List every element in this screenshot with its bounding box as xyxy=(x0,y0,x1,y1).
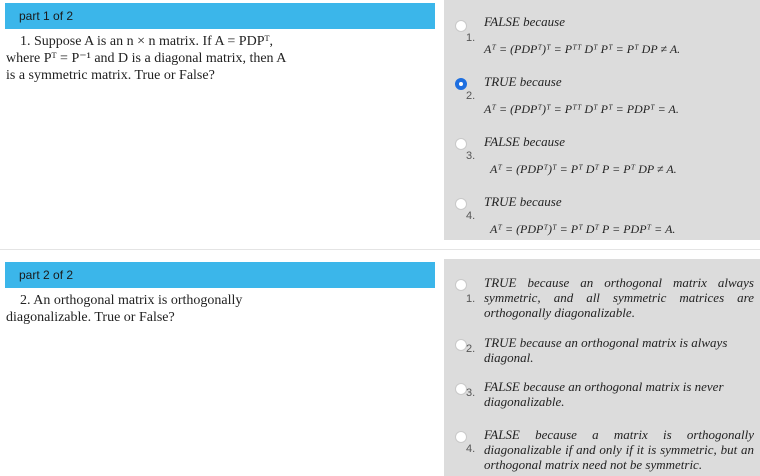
option-number: 1. xyxy=(466,293,476,305)
part-1-option-2[interactable] xyxy=(444,68,760,124)
part-1-option-4[interactable] xyxy=(444,188,760,240)
radio-button[interactable] xyxy=(455,198,467,210)
part-1-header: part 1 of 2 xyxy=(5,3,435,29)
option-math: Aᵀ = (PDPᵀ)ᵀ = Pᵀ Dᵀ P = Pᵀ DP ≠ A. xyxy=(490,162,677,176)
question-2 xyxy=(6,292,296,326)
option-text: TRUE because xyxy=(484,74,562,89)
part-2-option-1[interactable] xyxy=(444,273,760,325)
option-math: Aᵀ = (PDPᵀ)ᵀ = Pᵀ Dᵀ P = PDPᵀ = A. xyxy=(490,222,676,236)
part-2-option-2[interactable] xyxy=(444,333,760,373)
part-2-section xyxy=(0,259,760,476)
option-math: Aᵀ = (PDPᵀ)ᵀ = Pᵀᵀ Dᵀ Pᵀ = Pᵀ DP ≠ A. xyxy=(484,42,681,56)
option-text: FALSE because xyxy=(484,134,565,149)
question-2-number: 2. xyxy=(20,293,31,308)
option-number: 1. xyxy=(466,32,476,44)
part-2-header: part 2 of 2 xyxy=(5,262,435,288)
option-text: TRUE because xyxy=(484,194,562,209)
part-1-option-3[interactable] xyxy=(444,128,760,184)
option-number: 3. xyxy=(466,150,476,162)
option-number: 3. xyxy=(466,387,476,399)
part-2-option-4[interactable] xyxy=(444,425,760,476)
option-number: 2. xyxy=(466,90,476,102)
part-1-options xyxy=(444,0,760,240)
option-number: 2. xyxy=(466,343,476,355)
option-text: FALSE because an orthogonal matrix is never diagonalizable. xyxy=(484,379,724,409)
part-2-option-3[interactable] xyxy=(444,377,760,417)
question-2-text: An orthogonal matrix is orthogonally diagonalizable. True or False? xyxy=(6,293,243,325)
option-math: Aᵀ = (PDPᵀ)ᵀ = Pᵀᵀ Dᵀ Pᵀ = PDPᵀ = A. xyxy=(484,102,679,116)
radio-button[interactable] xyxy=(455,431,467,443)
radio-button[interactable] xyxy=(455,20,467,32)
option-text: TRUE because an orthogonal matrix is always diagonal. xyxy=(484,335,728,365)
option-number: 4. xyxy=(466,443,476,455)
option-number: 4. xyxy=(466,210,476,222)
question-1-number: 1. xyxy=(20,34,31,49)
radio-button[interactable] xyxy=(455,138,467,150)
option-text: FALSE because a matrix is orthogonally diagonalizable if and only if it is symmetric, but an orthogonal matrix need not be symmetric. xyxy=(484,427,754,472)
question-1-text: Suppose A is an n × n matrix. If A = PDPᵀ, where Pᵀ = P⁻¹ and D is a diagonal matrix, then A is a symmetric matrix. True or False? xyxy=(6,34,286,83)
radio-button[interactable] xyxy=(455,279,467,291)
radio-button-selected[interactable] xyxy=(455,78,467,90)
part-1-option-1[interactable] xyxy=(444,8,760,64)
question-1 xyxy=(6,33,296,84)
part-2-options xyxy=(444,259,760,476)
option-text: TRUE because an orthogonal matrix always symmetric, and all symmetric matrices are orthogonally diagonalizable. xyxy=(484,275,754,320)
option-text: FALSE because xyxy=(484,14,565,29)
section-divider xyxy=(0,249,760,250)
